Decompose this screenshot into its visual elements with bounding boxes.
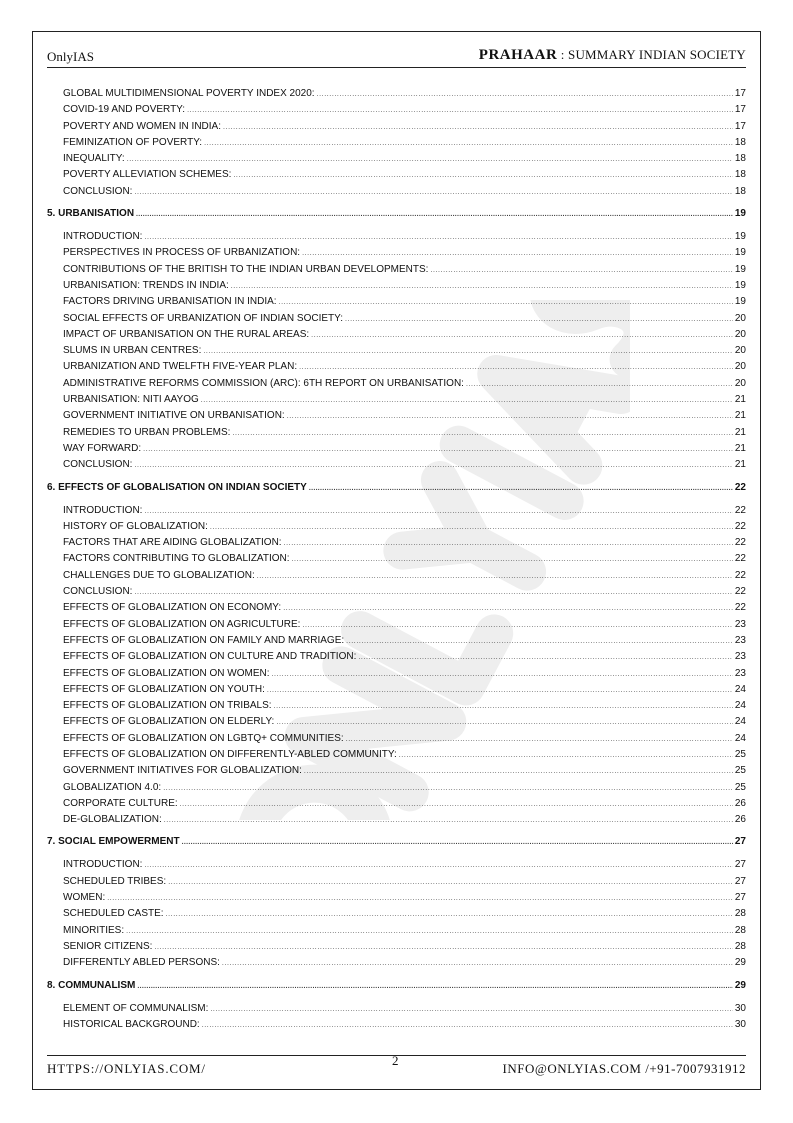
toc-entry[interactable] (47, 441, 746, 457)
toc-entry-title: INTRODUCTION: (63, 504, 143, 516)
toc-entry-title: WOMEN: (63, 892, 106, 904)
toc-page-number: 18 (734, 185, 746, 197)
toc-entry[interactable] (47, 245, 746, 261)
toc-entry-title: CHALLENGES DUE TO GLOBALIZATION: (63, 569, 255, 581)
dot-leader (346, 732, 733, 748)
toc-entry-title: HISTORICAL BACKGROUND: (63, 1018, 200, 1030)
toc-page-number: 25 (734, 748, 746, 760)
toc-page-number: 22 (734, 602, 746, 614)
page-footer (47, 1055, 746, 1078)
toc-entry-title: URBANISATION: NITI AAYOG (63, 394, 199, 406)
header-title (479, 47, 746, 64)
dot-leader (272, 667, 733, 683)
toc-page-number: 23 (734, 667, 746, 679)
toc-page-number: 18 (734, 136, 746, 148)
dot-leader (279, 295, 733, 311)
toc-page-number: 29 (734, 957, 746, 969)
dot-leader (231, 279, 733, 295)
dot-leader (317, 87, 733, 103)
dot-leader (163, 781, 733, 797)
toc-page-number: 17 (734, 120, 746, 132)
footer-contact: INFO@ONLYIAS.COM /+91-7007931912 (502, 1061, 746, 1076)
dot-leader (284, 536, 733, 552)
dot-leader (302, 246, 733, 262)
toc-page-number: 22 (734, 520, 746, 532)
dot-leader (223, 120, 733, 136)
header-brand: OnlyIAS (47, 49, 94, 64)
toc-entry-title: ADMINISTRATIVE REFORMS COMMISSION (ARC): 6TH REPORT ON URBANISATION: (63, 377, 464, 389)
toc-page-number: 24 (734, 683, 746, 695)
toc-entry-title: MINORITIES: (63, 924, 125, 936)
toc-entry[interactable] (47, 119, 746, 135)
toc-entry[interactable] (47, 311, 746, 327)
toc-entry[interactable] (47, 184, 746, 200)
table-of-contents (47, 86, 746, 1033)
dot-leader (257, 569, 733, 585)
toc-entry[interactable] (47, 747, 746, 763)
toc-page-number: 23 (734, 618, 746, 630)
dot-leader (302, 618, 732, 634)
toc-entry[interactable] (47, 763, 746, 779)
toc-entry[interactable] (47, 682, 746, 698)
dot-leader (127, 152, 733, 168)
dot-leader (466, 377, 733, 393)
toc-page-number: 21 (734, 394, 746, 406)
toc-entry[interactable] (47, 278, 746, 294)
toc-entry[interactable] (47, 294, 746, 310)
toc-entry[interactable] (47, 890, 746, 906)
toc-page-number: 19 (734, 296, 746, 308)
toc-entry-title: INTRODUCTION: (63, 859, 143, 871)
toc-page-number: 23 (734, 634, 746, 646)
toc-entry[interactable] (47, 1017, 746, 1033)
toc-page-number: 19 (734, 208, 746, 220)
toc-entry-title: CONTRIBUTIONS OF THE BRITISH TO THE INDIAN URBAN DEVELOPMENTS: (63, 263, 429, 275)
dot-leader (154, 940, 732, 956)
toc-entry[interactable] (47, 857, 746, 873)
toc-page-number: 19 (734, 279, 746, 291)
dot-leader (274, 699, 733, 715)
toc-entry-title: REMEDIES TO URBAN PROBLEMS: (63, 426, 231, 438)
dot-leader (287, 409, 733, 425)
dot-leader (136, 207, 733, 223)
toc-entry-title: CONCLUSION: (63, 185, 133, 197)
toc-page-number: 25 (734, 765, 746, 777)
toc-page-number: 23 (734, 651, 746, 663)
toc-entry-title: EFFECTS OF GLOBALIZATION ON TRIBALS: (63, 700, 272, 712)
dot-leader (202, 1018, 733, 1034)
footer-page-number: 2 (392, 1053, 399, 1068)
toc-page-number: 21 (734, 459, 746, 471)
toc-entry-title: GOVERNMENT INITIATIVES FOR GLOBALIZATION: (63, 765, 302, 777)
toc-chapter-heading[interactable] (47, 978, 746, 994)
toc-page-number: 21 (734, 410, 746, 422)
dot-leader (187, 103, 733, 119)
toc-page-number: 27 (734, 859, 746, 871)
toc-chapter-heading[interactable] (47, 834, 746, 850)
dot-leader (204, 136, 733, 152)
dot-leader (267, 683, 733, 699)
dot-leader (346, 634, 733, 650)
toc-entry[interactable] (47, 503, 746, 519)
dot-leader (201, 393, 733, 409)
toc-entry[interactable] (47, 698, 746, 714)
toc-entry-title: SCHEDULED TRIBES: (63, 875, 167, 887)
toc-chapter-heading[interactable] (47, 480, 746, 496)
dot-leader (144, 230, 732, 246)
dot-leader (299, 360, 733, 376)
toc-entry-title: ELEMENT OF COMMUNALISM: (63, 1002, 209, 1014)
toc-entry-title: FACTORS CONTRIBUTING TO GLOBALIZATION: (63, 553, 290, 565)
toc-entry[interactable] (47, 327, 746, 343)
toc-entry-title: EFFECTS OF GLOBALIZATION ON LGBTQ+ COMMUNITIES: (63, 732, 344, 744)
dot-leader (134, 458, 732, 474)
toc-page-number: 20 (734, 312, 746, 324)
toc-entry[interactable] (47, 874, 746, 890)
toc-page-number: 17 (734, 104, 746, 116)
toc-entry-title: SCHEDULED CASTE: (63, 908, 164, 920)
toc-page-number: 20 (734, 361, 746, 373)
toc-entry-title: PERSPECTIVES IN PROCESS OF URBANIZATION: (63, 247, 301, 259)
toc-entry-title: IMPACT OF URBANISATION ON THE RURAL AREAS: (63, 328, 310, 340)
toc-page-number: 28 (734, 924, 746, 936)
toc-entry[interactable] (47, 906, 746, 922)
toc-page-number: 19 (734, 247, 746, 259)
toc-entry-title: INEQUALITY: (63, 153, 125, 165)
toc-entry[interactable] (47, 151, 746, 167)
toc-page-number: 20 (734, 377, 746, 389)
dot-leader (182, 835, 733, 851)
dot-leader (134, 585, 732, 601)
header-title-rest: : SUMMARY INDIAN SOCIETY (557, 47, 746, 62)
toc-entry[interactable] (47, 649, 746, 665)
dot-leader (164, 813, 733, 829)
toc-entry-title: GOVERNMENT INITIATIVE ON URBANISATION: (63, 410, 285, 422)
toc-entry[interactable] (47, 135, 746, 151)
toc-entry-title: CORPORATE CULTURE: (63, 797, 178, 809)
toc-entry-title: POVERTY AND WOMEN IN INDIA: (63, 120, 221, 132)
toc-page-number: 19 (734, 231, 746, 243)
dot-leader (107, 891, 733, 907)
toc-entry[interactable] (47, 600, 746, 616)
toc-entry-title: COVID-19 AND POVERTY: (63, 104, 186, 116)
toc-entry-title: FACTORS THAT ARE AIDING GLOBALIZATION: (63, 537, 282, 549)
toc-entry-title: SOCIAL EFFECTS OF URBANIZATION OF INDIAN SOCIETY: (63, 312, 344, 324)
toc-entry-title: CONCLUSION: (63, 459, 133, 471)
toc-entry-title: FACTORS DRIVING URBANISATION IN INDIA: (63, 296, 277, 308)
toc-entry[interactable] (47, 167, 746, 183)
dot-leader (232, 426, 732, 442)
toc-entry-title: SLUMS IN URBAN CENTRES: (63, 345, 202, 357)
toc-page-number: 27 (734, 836, 746, 848)
toc-page-number: 22 (734, 569, 746, 581)
toc-entry-title: 8. COMMUNALISM (47, 979, 136, 991)
toc-page-number: 27 (734, 875, 746, 887)
dot-leader (358, 650, 733, 666)
dot-leader (345, 312, 733, 328)
toc-entry[interactable] (47, 457, 746, 473)
footer-website: HTTPS://ONLYIAS.COM/ (47, 1061, 206, 1076)
toc-page-number: 26 (734, 814, 746, 826)
dot-leader (430, 263, 732, 279)
toc-page-number: 27 (734, 892, 746, 904)
toc-entry[interactable] (47, 1001, 746, 1017)
toc-entry-title: FEMINIZATION OF POVERTY: (63, 136, 203, 148)
toc-entry[interactable] (47, 519, 746, 535)
toc-entry[interactable] (47, 796, 746, 812)
toc-page-number: 22 (734, 586, 746, 598)
toc-entry-title: 5. URBANISATION (47, 208, 135, 220)
toc-page-number: 24 (734, 700, 746, 712)
toc-entry[interactable] (47, 86, 746, 102)
toc-entry-title: WAY FORWARD: (63, 442, 142, 454)
toc-page-number: 20 (734, 328, 746, 340)
dot-leader (276, 715, 733, 731)
dot-leader (399, 748, 733, 764)
toc-entry[interactable] (47, 425, 746, 441)
page-header (47, 49, 746, 68)
toc-page-number: 28 (734, 908, 746, 920)
toc-entry[interactable] (47, 392, 746, 408)
dot-leader (126, 924, 733, 940)
toc-entry-title: EFFECTS OF GLOBALIZATION ON WOMEN: (63, 667, 270, 679)
toc-entry[interactable] (47, 714, 746, 730)
toc-page-number: 17 (734, 88, 746, 99)
dot-leader (309, 481, 733, 497)
dot-leader (143, 442, 733, 458)
toc-entry[interactable] (47, 923, 746, 939)
toc-entry[interactable] (47, 229, 746, 245)
toc-entry[interactable] (47, 666, 746, 682)
dot-leader (283, 601, 733, 617)
toc-entry[interactable] (47, 955, 746, 971)
toc-entry-title: DIFFERENTLY ABLED PERSONS: (63, 957, 220, 969)
toc-entry[interactable] (47, 617, 746, 633)
toc-page-number: 24 (734, 716, 746, 728)
toc-entry-title: SENIOR CITIZENS: (63, 940, 153, 952)
toc-entry[interactable] (47, 376, 746, 392)
toc-page-number: 29 (734, 979, 746, 991)
dot-leader (134, 185, 732, 201)
toc-entry-title: INTRODUCTION: (63, 231, 143, 243)
toc-page-number: 22 (734, 553, 746, 565)
toc-page-number: 30 (734, 1002, 746, 1014)
toc-entry-title: DE-GLOBALIZATION: (63, 814, 162, 826)
toc-entry-title: EFFECTS OF GLOBALIZATION ON ELDERLY: (63, 716, 275, 728)
toc-page-number: 21 (734, 442, 746, 454)
toc-entry-title: GLOBALIZATION 4.0: (63, 781, 162, 793)
toc-entry[interactable] (47, 408, 746, 424)
toc-entry[interactable] (47, 812, 746, 828)
toc-entry-title: HISTORY OF GLOBALIZATION: (63, 520, 208, 532)
toc-page-number: 24 (734, 732, 746, 744)
toc-entry-title: CONCLUSION: (63, 586, 133, 598)
toc-entry[interactable] (47, 102, 746, 118)
toc-entry-title: EFFECTS OF GLOBALIZATION ON DIFFERENTLY-ABLED COMMUNITY: (63, 748, 397, 760)
toc-page-number: 28 (734, 940, 746, 952)
toc-entry[interactable] (47, 551, 746, 567)
dot-leader (304, 764, 733, 780)
toc-page-number: 18 (734, 153, 746, 165)
toc-entry[interactable] (47, 343, 746, 359)
toc-entry[interactable] (47, 262, 746, 278)
dot-leader (137, 979, 733, 995)
toc-entry-title: EFFECTS OF GLOBALIZATION ON ECONOMY: (63, 602, 282, 614)
dot-leader (144, 504, 732, 520)
toc-page-number: 26 (734, 797, 746, 809)
toc-entry-title: EFFECTS OF GLOBALIZATION ON CULTURE AND TRADITION: (63, 651, 357, 663)
toc-entry-title: 6. EFFECTS OF GLOBALISATION ON INDIAN SOCIETY (47, 481, 307, 493)
toc-entry[interactable] (47, 584, 746, 600)
toc-page-number: 18 (734, 169, 746, 181)
dot-leader (210, 520, 733, 536)
toc-page-number: 25 (734, 781, 746, 793)
toc-entry-title: EFFECTS OF GLOBALIZATION ON AGRICULTURE: (63, 618, 301, 630)
toc-entry-title: EFFECTS OF GLOBALIZATION ON FAMILY AND MARRIAGE: (63, 634, 345, 646)
toc-chapter-heading[interactable] (47, 206, 746, 222)
toc-entry-title: 7. SOCIAL EMPOWERMENT (47, 836, 180, 848)
dot-leader (222, 956, 733, 972)
toc-entry[interactable] (47, 568, 746, 584)
toc-page-number: 30 (734, 1018, 746, 1030)
header-title-bold: PRAHAAR (478, 47, 558, 63)
dot-leader (203, 344, 733, 360)
toc-page-number: 22 (734, 481, 746, 493)
toc-entry-title: GLOBAL MULTIDIMENSIONAL POVERTY INDEX 2020: (63, 88, 315, 99)
dot-leader (233, 168, 732, 184)
toc-entry[interactable] (47, 731, 746, 747)
toc-entry-title: URBANIZATION AND TWELFTH FIVE-YEAR PLAN: (63, 361, 298, 373)
toc-entry[interactable] (47, 780, 746, 796)
dot-leader (292, 552, 733, 568)
toc-entry[interactable] (47, 939, 746, 955)
dot-leader (180, 797, 733, 813)
toc-entry[interactable] (47, 535, 746, 551)
toc-page-number: 21 (734, 426, 746, 438)
dot-leader (311, 328, 733, 344)
toc-page-number: 22 (734, 504, 746, 516)
dot-leader (210, 1002, 732, 1018)
dot-leader (168, 875, 733, 891)
toc-entry-title: EFFECTS OF GLOBALIZATION ON YOUTH: (63, 683, 265, 695)
toc-page-number: 22 (734, 537, 746, 549)
toc-entry[interactable] (47, 633, 746, 649)
dot-leader (166, 907, 733, 923)
toc-entry-title: URBANISATION: TRENDS IN INDIA: (63, 279, 229, 291)
dot-leader (144, 858, 732, 874)
toc-page-number: 20 (734, 345, 746, 357)
toc-entry[interactable] (47, 359, 746, 375)
toc-entry-title: POVERTY ALLEVIATION SCHEMES: (63, 169, 232, 181)
toc-page-number: 19 (734, 263, 746, 275)
